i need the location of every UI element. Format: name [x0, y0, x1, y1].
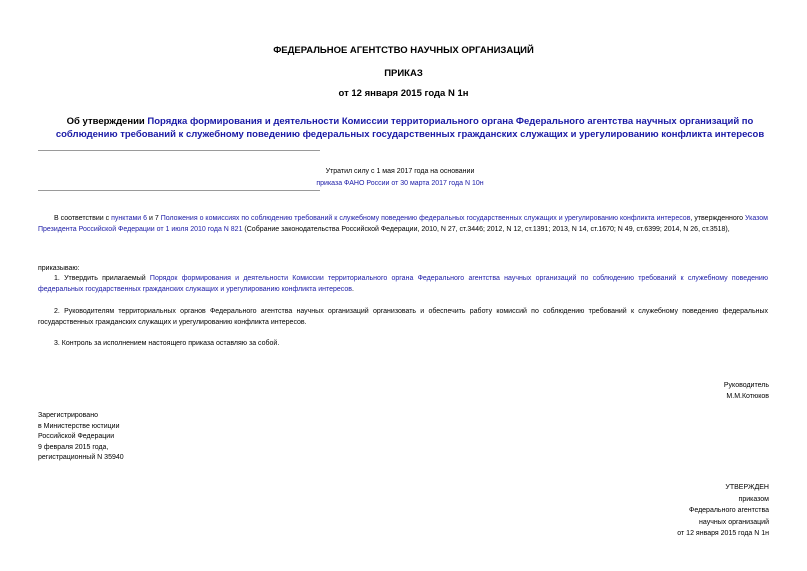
registration-line: в Министерстве юстиции	[38, 422, 120, 430]
order-item-3: 3. Контроль за исполнением настоящего приказа оставляю за собой.	[54, 340, 280, 347]
order-item-1	[38, 273, 768, 295]
preamble-paragraph	[38, 213, 768, 235]
preamble-link-points[interactable]: пунктами 6	[111, 215, 148, 222]
title-link[interactable]: Порядка формирования и деятельности Комиссии территориального органа Федерального агентства научных организаций по соблюдению требований к служебному поведению федеральных государственных гражданских служащих и урегулированию конфликта интересов	[55, 116, 765, 140]
signature-role: Руководитель	[723, 382, 769, 389]
title-prefix: Об утверждении	[66, 116, 148, 127]
divider-top	[38, 150, 320, 151]
preamble-text-a: В соответствии с	[54, 215, 112, 222]
approval-line: научных организаций	[699, 518, 769, 526]
signature-name: М.М.Котюков	[726, 393, 769, 400]
registration-line: регистрационный N 35940	[38, 454, 124, 461]
status-line: Утратил силу с 1 мая 2017 года на основании	[325, 168, 475, 175]
divider-bottom	[38, 190, 320, 191]
order-item-2: 2. Руководителям территориальных органов Федерального агентства научных организаций организовать и обеспечить работу комиссий по соблюдению требований к служебному поведению федеральных государственных гражданских служащих и урегулированию конфликта интересов.	[38, 308, 768, 326]
item1-end: .	[351, 286, 354, 293]
item1-text: 1. Утвердить прилагаемый	[54, 275, 150, 282]
registration-line: Зарегистрировано	[38, 412, 98, 419]
preamble-link-decree[interactable]: Указом Президента Российской Федерации от 1 июля 2010 года N 821	[38, 215, 768, 233]
preamble-text-c: , утвержденного	[690, 215, 745, 222]
registration-block	[38, 411, 124, 464]
approval-line: Федерального агентства	[689, 507, 769, 514]
approval-block	[677, 482, 769, 540]
approval-line: УТВЕРЖДЕН	[725, 484, 769, 491]
registration-line: Российской Федерации	[38, 433, 115, 440]
document-type: ПРИКАЗ	[384, 68, 423, 79]
agency-name: ФЕДЕРАЛЬНОЕ АГЕНТСТВО НАУЧНЫХ ОРГАНИЗАЦИЙ	[273, 45, 534, 56]
signature-block	[724, 380, 769, 402]
preamble-text-d: (Собрание законодательства Российской Федерации, 2010, N 27, ст.3446; 2012, N 12, ст.1391; 2013, N 14, ст.1670; N 49, ст.6399; 2014, N 26, ст.3518),	[242, 226, 730, 233]
preamble-link-regulation[interactable]: Положения о комиссиях по соблюдению требований к служебному поведению федеральных государственных служащих и урегулированию конфликта интересов	[160, 215, 691, 222]
order-word: приказываю:	[38, 265, 80, 272]
status-link[interactable]: приказа ФАНО России от 30 марта 2017 года N 10н	[316, 180, 484, 187]
item1-link[interactable]: Порядок формирования и деятельности Комиссии территориального органа Федерального агентства научных организаций по соблюдению требований к служебному поведению федеральных государственных гражданских служащих и урегулированию конфликта интересов	[38, 275, 768, 293]
registration-line: 9 февраля 2015 года,	[38, 443, 109, 451]
document-date-number: от 12 января 2015 года N 1н	[338, 88, 469, 99]
status-note	[300, 166, 500, 190]
preamble-text-b: и 7	[147, 215, 161, 222]
document-title	[40, 115, 780, 141]
approval-line: приказом	[738, 495, 769, 503]
approval-line: от 12 января 2015 года N 1н	[677, 530, 769, 537]
